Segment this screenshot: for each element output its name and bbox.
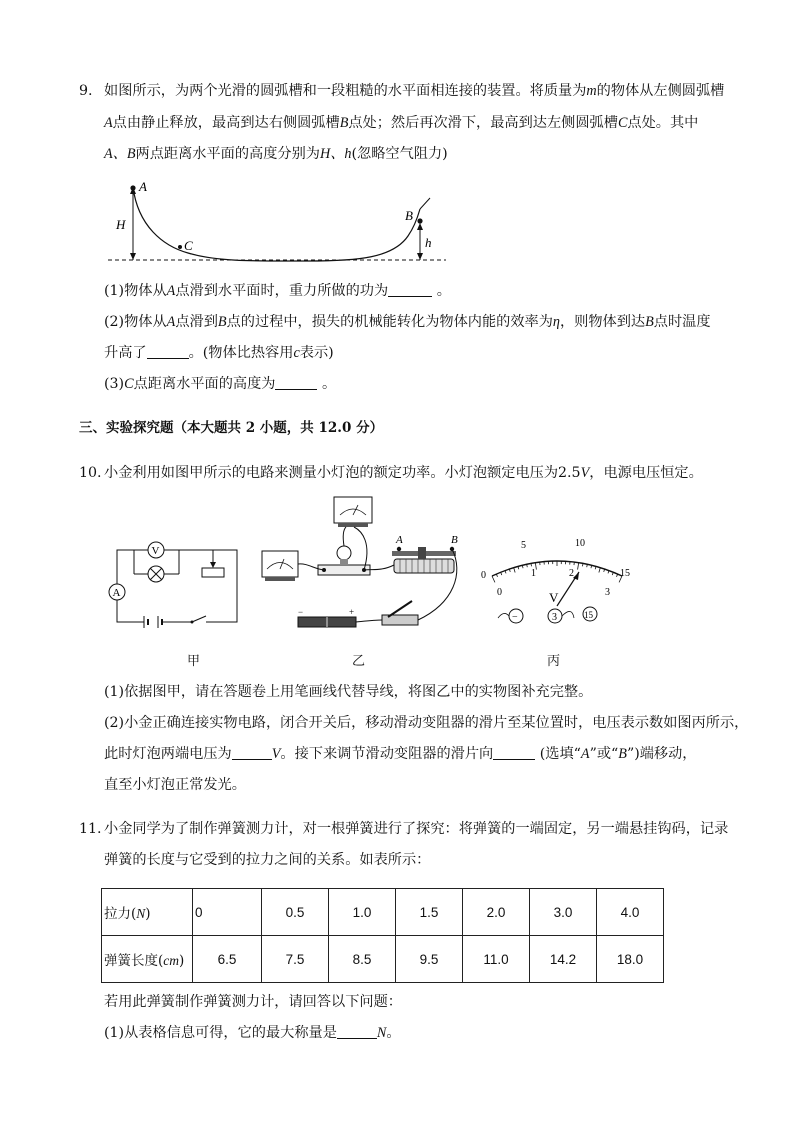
- caption-yi: 乙: [352, 654, 366, 669]
- dial-top-label-10: 10: [575, 538, 585, 549]
- q11-line-2: 弹簧的长度与它受到的拉力之间的关系。如表所示：: [104, 852, 431, 868]
- q9-sub-1: (1)物体从A点滑到水平面时，重力所做的功为 。: [104, 283, 451, 299]
- svg-text:−: −: [512, 612, 518, 623]
- table-cell: 6.5: [193, 936, 262, 983]
- svg-text:V: V: [151, 545, 160, 557]
- svg-text:15: 15: [584, 610, 593, 620]
- label-b: B: [405, 208, 413, 223]
- table-cell: 0: [193, 889, 262, 936]
- table-cell: 0.5: [262, 889, 329, 936]
- table-cell: 8.5: [329, 936, 396, 983]
- circuit-loop: [117, 550, 237, 622]
- svg-text:A: A: [112, 587, 121, 599]
- dial-tick: [492, 576, 495, 582]
- question-10-number: 10.: [79, 465, 102, 481]
- dial-tick: [514, 568, 515, 573]
- table-cell: 2.0: [463, 889, 530, 936]
- answer-blank-11-1[interactable]: [337, 1024, 377, 1039]
- question-11-number: 11.: [79, 821, 102, 837]
- q9-line-2: A点由静止释放，最高到达右侧圆弧槽B点处；然后再次滑下，最高到达左侧圆弧槽C点处。其中: [104, 115, 699, 131]
- q10-sub-2: (2)小金正确连接实物电路，闭合开关后，移动滑动变阻器的滑片至某位置时，电压表示数如图丙所示，: [104, 715, 749, 731]
- point-b-dot: [417, 218, 422, 223]
- label-big-h: H: [116, 217, 126, 232]
- label-small-h: h: [425, 235, 432, 250]
- physical-circuit-yi: [254, 493, 468, 639]
- table-row: [102, 889, 664, 936]
- q10-sub-1: (1)依据图甲，请在答题卷上用笔画线代替导线，将图乙中的实物图补充完整。: [104, 684, 593, 700]
- q11-line-3: 若用此弹簧制作弹簧测力计，请回答以下问题：: [104, 994, 402, 1010]
- q9-line-3: A、B两点距离水平面的高度分别为H、h(忽略空气阻力): [104, 146, 448, 162]
- table-cell: 3.0: [530, 889, 597, 936]
- svg-text:+: +: [349, 607, 355, 617]
- dial-bottom-label-2: 2: [569, 568, 574, 579]
- caption-bing: 丙: [547, 654, 561, 669]
- height-small-h-arrow-down: [417, 253, 423, 260]
- height-small-h-arrow-up: [417, 223, 423, 230]
- answer-blank-9-2[interactable]: [147, 344, 189, 359]
- q11-line-1: 小金同学为了制作弹簧测力计，对一根弹簧进行了探究：将弹簧的一端固定，另一端悬挂钩码，记录: [104, 821, 729, 837]
- q11-sub-1: (1)从表格信息可得，它的最大称量是 N。: [104, 1025, 401, 1041]
- table-cell: 11.0: [463, 936, 530, 983]
- table-cell: 9.5: [396, 936, 463, 983]
- dial-tick: [608, 571, 609, 574]
- height-h-arrow-down: [130, 253, 136, 260]
- q10-sub-2-cont: 此时灯泡两端电压为 V。接下来调节滑动变阻器的滑片向 (选填“A”或“B”)端移动，: [104, 746, 697, 762]
- dial-top-label-5: 5: [521, 540, 526, 551]
- dial-bottom-label-0: 0: [497, 587, 502, 598]
- voltmeter-dial-bing: [478, 532, 636, 628]
- dial-tick: [496, 574, 497, 577]
- track-end-right: [420, 198, 430, 209]
- answer-blank-9-3[interactable]: [275, 375, 317, 390]
- dial-bottom-label-1: 1: [531, 568, 536, 579]
- table-row-header-length: 弹簧长度(cm): [102, 936, 193, 983]
- switch-device: [382, 615, 418, 625]
- q9-track-figure: [108, 176, 453, 268]
- answer-blank-9-1[interactable]: [388, 282, 432, 297]
- answer-blank-10-2[interactable]: [493, 745, 535, 760]
- label-c: C: [184, 238, 193, 253]
- dial-tick: [599, 568, 600, 573]
- track-curve: [133, 187, 420, 261]
- dial-tick: [501, 572, 502, 575]
- dial-tick: [582, 563, 583, 566]
- dial-tick: [578, 563, 579, 570]
- voltmeter-device: [334, 497, 372, 523]
- label-a: A: [139, 179, 147, 194]
- rheostat-symbol: [202, 568, 224, 577]
- dial-tick: [531, 563, 532, 566]
- question-9-number: 9.: [79, 83, 93, 99]
- dial-tick: [505, 571, 506, 574]
- svg-text:B: B: [451, 534, 458, 546]
- spring-data-table: [101, 888, 664, 983]
- svg-text:−: −: [298, 607, 304, 617]
- q10-sub-2-end: 直至小灯泡正常发光。: [104, 777, 246, 793]
- q9-sub-3: (3)C点距离水平面的高度为 。: [104, 376, 337, 392]
- section-3-header: 三、实验探究题（本大题共 2 小题，共 12.0 分）: [79, 420, 384, 436]
- dial-top-label-0: 0: [481, 570, 486, 581]
- table-cell: 14.2: [530, 936, 597, 983]
- circuit-diagram-jia: [104, 538, 244, 630]
- q9-line-1: 如图所示，为两个光滑的圆弧槽和一段粗糙的水平面相连接的装置。将质量为m的物体从左侧圆弧槽: [104, 83, 725, 99]
- dial-bottom-label-3: 3: [605, 587, 610, 598]
- table-cell: 1.0: [329, 889, 396, 936]
- point-c-dot: [178, 245, 182, 249]
- dial-ticks: [492, 561, 622, 582]
- table-cell: 1.5: [396, 889, 463, 936]
- table-cell: 4.0: [597, 889, 664, 936]
- table-cell: 7.5: [262, 936, 329, 983]
- table-row: [102, 936, 664, 983]
- table-row-header-force: 拉力(N): [102, 889, 193, 936]
- dial-top-label-15: 15: [620, 568, 630, 579]
- caption-jia: 甲: [187, 654, 201, 669]
- answer-blank-10-1[interactable]: [232, 745, 272, 760]
- dial-tick: [612, 572, 613, 575]
- svg-text:A: A: [396, 534, 403, 546]
- dial-tick: [616, 574, 617, 577]
- dial-unit: V: [549, 590, 559, 605]
- q9-sub-2-cont: 升高了 。(物体比热容用c表示): [104, 345, 334, 361]
- table-cell: 18.0: [597, 936, 664, 983]
- svg-text:3: 3: [552, 612, 557, 623]
- q10-line-1: 小金利用如图甲所示的电路来测量小灯泡的额定功率。小灯泡额定电压为2.5V，电源电压恒定。: [104, 465, 703, 481]
- q9-sub-2: (2)物体从A点滑到B点的过程中，损失的机械能转化为物体内能的效率为η，则物体到达B点时温度: [104, 314, 711, 330]
- ammeter-device: [262, 551, 298, 577]
